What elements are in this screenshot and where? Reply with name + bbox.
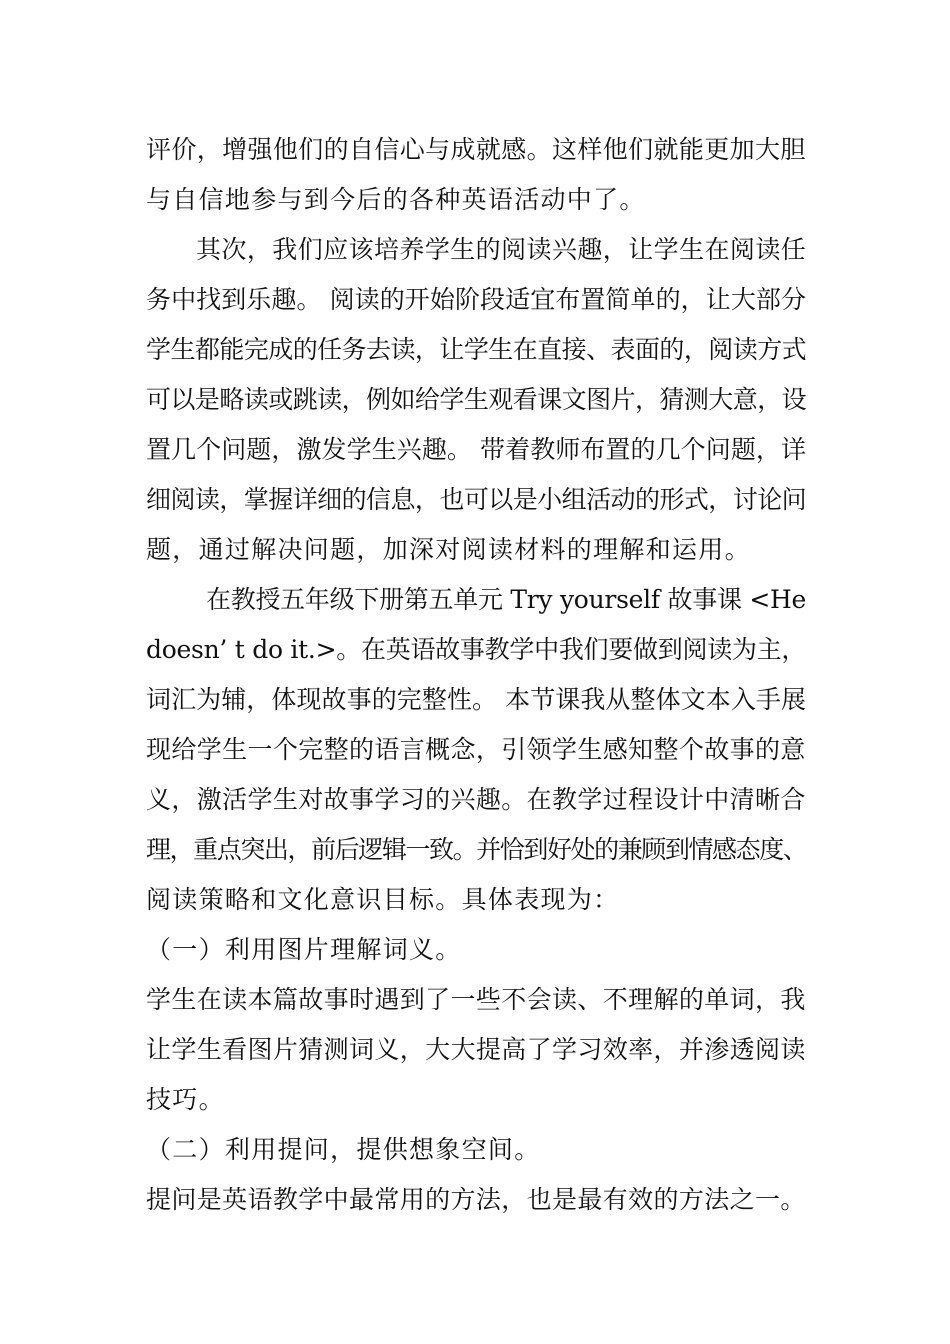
text-line: 务中找到乐趣。 阅读的开始阶段适宜布置简单的，让大部分	[146, 285, 807, 314]
text-line: 技巧。	[146, 1085, 225, 1114]
text-line: 置几个问题，激发学生兴趣。 带着教师布置的几个问题，详	[146, 435, 807, 464]
text-line: 学生都能完成的任务去读，让学生在直接、表面的，阅读方式	[146, 335, 807, 364]
text-line: 可以是略读或跳读，例如给学生观看课文图片，猜测大意，设	[146, 385, 807, 414]
text-line: doesn’ t do it.>。在英语故事教学中我们要做到阅读为主，	[146, 635, 807, 664]
section-heading: （一）利用图片理解词义。	[146, 935, 462, 964]
text-line: 现给学生一个完整的语言概念，引领学生感知整个故事的意	[146, 735, 806, 764]
section-heading: （二）利用提问，提供想象空间。	[146, 1135, 541, 1164]
paragraph-start: 在教授五年级下册第五单元 Try yourself 故事课 <He	[206, 585, 807, 614]
text-line: 提问是英语教学中最常用的方法，也是最有效的方法之一。	[146, 1185, 806, 1214]
text-line: 阅读策略和文化意识目标。具体表现为：	[146, 885, 620, 914]
text-line: 义，激活学生对故事学习的兴趣。在教学过程设计中清晰合	[146, 785, 806, 814]
text-line: 词汇为辅，体现故事的完整性。 本节课我从整体文本入手展	[146, 685, 807, 714]
paragraph-start: 其次，我们应该培养学生的阅读兴趣，让学生在阅读任	[196, 235, 807, 264]
text-line: 细阅读，掌握详细的信息，也可以是小组活动的形式，讨论问	[146, 485, 807, 514]
text-line: 理，重点突出，前后逻辑一致。并恰到好处的兼顾到情感态度、	[146, 835, 807, 864]
text-line: 与自信地参与到今后的各种英语活动中了。	[146, 185, 646, 214]
text-line: 题，通过解决问题，加深对阅读材料的理解和运用。	[146, 535, 751, 564]
text-line: 评价，增强他们的自信心与成就感。这样他们就能更加大胆	[146, 135, 806, 164]
text-line: 学生在读本篇故事时遇到了一些不会读、不理解的单词，我	[146, 985, 806, 1014]
text-line: 让学生看图片猜测词义，大大提高了学习效率，并渗透阅读	[146, 1035, 806, 1064]
